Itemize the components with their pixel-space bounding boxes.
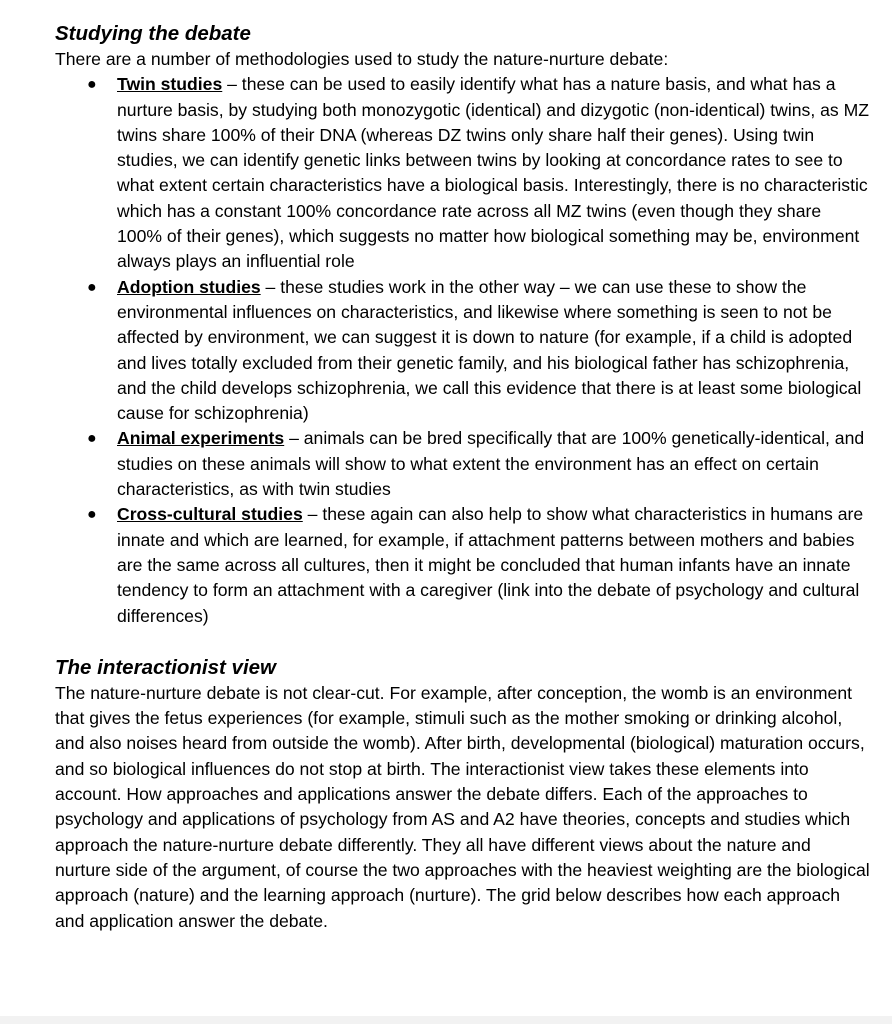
list-item-twin-studies — [55, 72, 870, 274]
bullet-icon: ● — [87, 76, 97, 94]
description-cross-cultural-studies: – these again can also help to show what characteristics in humans are innate and which are learned, for example, if attachment patterns between mothers and babies are the same across all cultures, then it might be concluded that human infants have an innate tendency to form an attachment with a caregiver (link into the debate of psychology and cultural differences) — [117, 504, 864, 626]
term-adoption-studies: Adoption studies — [117, 276, 261, 297]
bullet-icon: ● — [87, 506, 97, 524]
studying-the-debate-section — [55, 20, 870, 629]
list-item-adoption-studies — [55, 275, 870, 427]
section-intro: There are a number of methodologies used to study the nature-nurture debate: — [55, 49, 669, 69]
bullet-icon: ● — [87, 278, 97, 296]
term-twin-studies: Twin studies — [117, 74, 223, 95]
bullet-icon: ● — [87, 430, 97, 448]
description-animal-experiments: – animals can be bred specifically that are 100% genetically-identical, and studies on these animals will show to what extent the environment has an effect on certain characteristics, as with twin studies — [117, 428, 865, 500]
description-twin-studies: – these can be used to easily identify what has a nature basis, and what has a nurture basis, by studying both monozygotic (identical) and dizygotic (non-identical) twins, as MZ twins share 100% of their DNA (whereas DZ twins only share half their genes). Using twin studies, we can identify genetic links between twins by looking at concordance rates to see to what extent certain characteristics have a biological basis. Interestingly, there is no characteristic which has a constant 100% concordance rate across all MZ twins (even though they share 100% of their genes), which suggests no matter how biological something may be, environment always plays an influential role — [117, 74, 869, 272]
document-content — [55, 20, 870, 934]
section-heading-interactionist-view: The interactionist view — [55, 655, 276, 679]
methodology-list — [55, 72, 870, 629]
term-animal-experiments: Animal experiments — [117, 428, 285, 449]
section-heading-studying-the-debate: Studying the debate — [55, 22, 251, 45]
list-item-animal-experiments — [55, 426, 870, 502]
description-adoption-studies: – these studies work in the other way – we can use these to show the environmental influences on characteristics, and likewise where something is seen to not be affected by environment, we can suggest it is down to nature (for example, if a child is adopted and lives totally excluded from their genetic family, and his biological father has schizophrenia, and the child develops schizophrenia, we call this evidence that there is at least some biological cause for schizophrenia) — [117, 276, 862, 424]
list-item-cross-cultural-studies — [55, 502, 870, 628]
interactionist-view-section — [55, 654, 870, 934]
term-cross-cultural-studies: Cross-cultural studies — [117, 504, 303, 525]
page-bottom-edge — [0, 1016, 892, 1024]
interactionist-body-paragraph: The nature-nurture debate is not clear-cut. For example, after conception, the womb is an environment that gives the fetus experiences (for example, stimuli such as the mother smoking or drinking alcohol, and also noises heard from outside the womb). After birth, developmental (biological) maturation occurs, and so biological influences do not stop at birth. The interactionist view takes these elements into account. How approaches and applications answer the debate differs. Each of the approaches to psychology and applications of psychology from AS and A2 have theories, concepts and studies which approach the nature-nurture debate differently. They all have different views about the nature and nurture side of the argument, of course the two approaches with the heaviest weighting are the biological approach (nature) and the learning approach (nurture). The grid below describes how each approach and application answer the debate. — [55, 682, 870, 931]
